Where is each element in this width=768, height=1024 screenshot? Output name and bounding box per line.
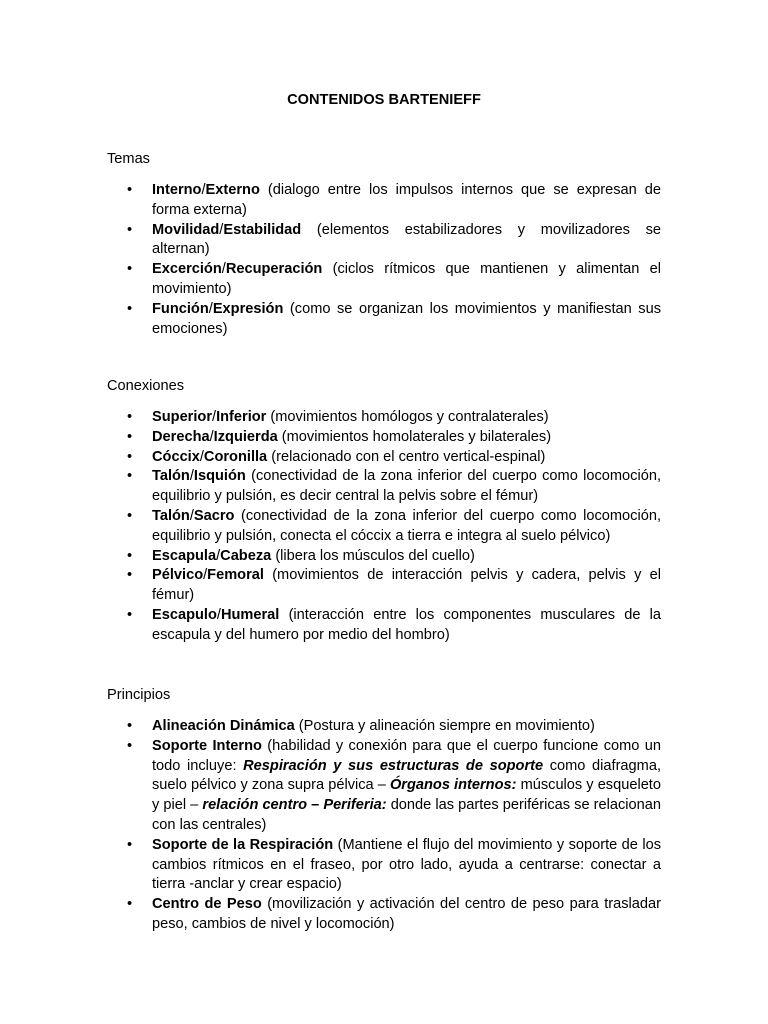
- conexiones-list: [107, 408, 661, 646]
- list-item: • Talón/Sacro (conectividad de la zona inferior del cuerpo como locomoción, equilibrio y pulsión, conecta el cóccix a tierra e integra al suelo pélvico): [107, 507, 661, 547]
- list-item: • Interno/Externo (dialogo entre los impulsos internos que se expresan de forma externa): [107, 181, 661, 221]
- list-item: • Soporte Interno (habilidad y conexión para que el cuerpo funcione como un todo incluye: Respiración y sus estructuras de soporte como diafragma, suelo pélvico y zona supra pélvica – Órganos internos: músculos y esqueleto y piel – relación centro – Periferia: donde las partes periféricas se relacionan con las centrales): [107, 737, 661, 836]
- list-item: • Función/Expresión (como se organizan los movimientos y manifiestan sus emociones): [107, 300, 661, 340]
- list-item: • Talón/Isquión (conectividad de la zona inferior del cuerpo como locomoción, equilibrio y pulsión, es decir central la pelvis sobre el fémur): [107, 467, 661, 507]
- temas-list: [107, 181, 661, 339]
- list-item: • Alineación Dinámica (Postura y alineación siempre en movimiento): [107, 717, 661, 737]
- list-item: • Pélvico/Femoral (movimientos de interacción pelvis y cadera, pelvis y el fémur): [107, 566, 661, 606]
- list-item: • Soporte de la Respiración (Mantiene el flujo del movimiento y soporte de los cambios rítmicos en el fraseo, por otro lado, ayuda a centrarse: conectar a tierra -anclar y crear espacio): [107, 836, 661, 895]
- list-item: • Centro de Peso (movilización y activación del centro de peso para trasladar peso, cambios de nivel y locomoción): [107, 895, 661, 935]
- document-title: CONTENIDOS BARTENIEFF: [287, 92, 481, 108]
- list-item: • Cóccix/Coronilla (relacionado con el centro vertical-espinal): [107, 448, 661, 468]
- list-item: • Escapula/Cabeza (libera los músculos del cuello): [107, 547, 661, 567]
- section-heading-conexiones: Conexiones: [107, 378, 185, 394]
- principios-list: [107, 717, 661, 935]
- list-item: • Escapulo/Humeral (interacción entre los componentes musculares de la escapula y del humero por medio del hombro): [107, 606, 661, 646]
- section-heading-temas: Temas: [107, 151, 150, 167]
- list-item: • Derecha/Izquierda (movimientos homolaterales y bilaterales): [107, 428, 661, 448]
- list-item: • Superior/Inferior (movimientos homólogos y contralaterales): [107, 408, 661, 428]
- section-heading-principios: Principios: [107, 687, 171, 703]
- list-item: • Excerción/Recuperación (ciclos rítmicos que mantienen y alimentan el movimiento): [107, 260, 661, 300]
- list-item: • Movilidad/Estabilidad (elementos estabilizadores y movilizadores se alternan): [107, 221, 661, 261]
